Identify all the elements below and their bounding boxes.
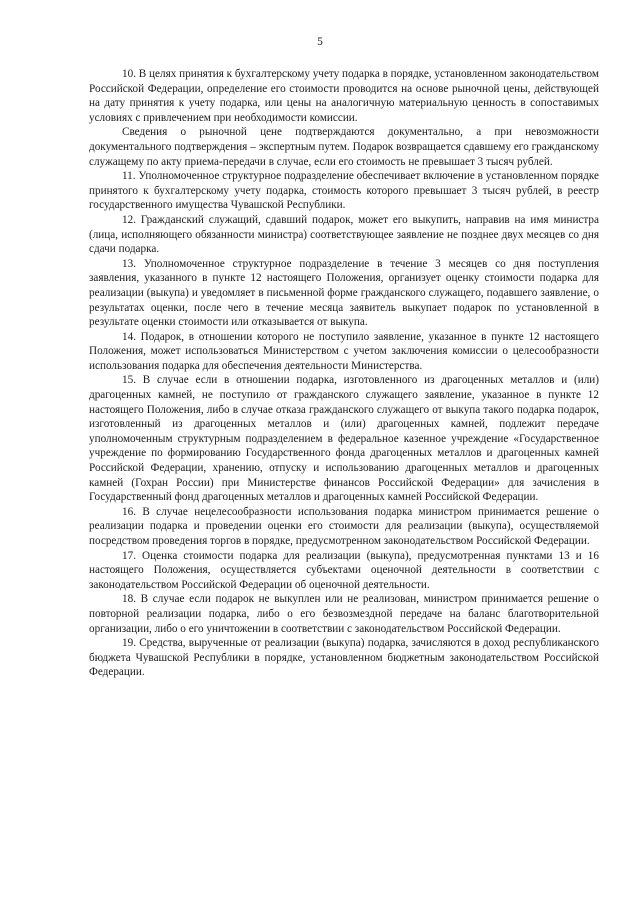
paragraph-11: 11. Уполномоченное структурное подразделение обеспечивает включение в установленном порядке принятого к бухгалтерскому учету подарка, стоимость которого превышает 3 тысяч рублей, в реестр государственного имущества Чувашской Республики. (89, 170, 599, 212)
paragraph-12: 12. Гражданский служащий, сдавший подарок, может его выкупить, направив на имя министра (лица, исполняющего обязанности министра) соответствующее заявление не позднее двух месяцев со дня сдачи подарка. (89, 213, 599, 256)
paragraph-18: 18. В случае если подарок не выкуплен или не реализован, министром принимается решение о повторной реализации подарка, либо о его безвозмездной передаче на баланс благотворительной организации, либо о его уничтожении в соответствии с законодательством Российской Федерации. (89, 593, 599, 635)
paragraph-14: 14. Подарок, в отношении которого не поступило заявление, указанное в пункте 12 настоящего Положения, может использоваться Министерством с учетом заключения комиссии о целесообразности использования подарка для обеспечения деятельности Министерства. (89, 330, 599, 372)
paragraph-19: 19. Средства, вырученные от реализации (выкупа) подарка, зачисляются в доход республиканского бюджета Чувашской Республики в порядке, установленном бюджетным законодательством Российской Федерации. (89, 637, 599, 679)
paragraph-15: 15. В случае если в отношении подарка, изготовленного из драгоценных металлов и (или) драгоценных камней, не поступило от гражданского служащего заявление, указанное в пункте 12 настоящего Положения, либо в случае отказа гражданского служащего от выкупа такого подарка подарок, изготовленный из драгоценных металлов и (или) драгоценных камней, подлежит передаче уполномоченным структурным подразделением в федеральное казенное учреждение «Государственное учреждение по формированию Государственного фонда драгоценных металлов и драгоценных камней Российской Федерации, хранению, отпуску и использованию драгоценных металлов и драгоценных камней (Гохран России) при Министерстве финансов Российской Федерации» для зачисления в Государственный фонд драгоценных металлов и драгоценных камней Российской Федерации. (89, 374, 599, 504)
document-body (89, 67, 599, 680)
paragraph-17: 17. Оценка стоимости подарка для реализации (выкупа), предусмотренная пунктами 13 и 16 настоящего Положения, осуществляется субъектами оценочной деятельности в соответствии с законодательством Российской Федерации об оценочной деятельности. (89, 549, 599, 591)
paragraph-10: 10. В целях принятия к бухгалтерскому учету подарка в порядке, установленном законодательством Российской Федерации, определение его стоимости проводится на основе рыночной цены, действующей на дату принятия к учету подарка, или цены на аналогичную материальную ценность в сопоставимых условиях с привлечением при необходимости комиссии. (89, 68, 599, 124)
paragraph-10-market-price: Сведения о рыночной цене подтверждаются документально, а при невозможности документального подтверждения – экспертным путем. Подарок возвращается сдавшему его гражданскому служащему по акту приема-передачи в случае, если его стоимость не превышает 3 тысяч рублей. (89, 126, 599, 168)
paragraph-13: 13. Уполномоченное структурное подразделение в течение 3 месяцев со дня поступления заявления, указанного в пункте 12 настоящего Положения, организует оценку стоимости подарка для реализации (выкупа) и уведомляет в письменной форме гражданского служащего, подавшего заявление, о результатах оценки, после чего в течение месяца заявитель выкупает подарок по установленной в результате оценки стоимости или отказывается от выкупа. (89, 257, 599, 329)
paragraph-16: 16. В случае нецелесообразности использования подарка министром принимается решение о реализации подарка и проведении оценки его стоимости для реализации (выкупа), осуществляемой посредством проведения торгов в порядке, предусмотренном законодательством Российской Федерации. (89, 505, 599, 547)
page-number: 5 (317, 36, 323, 48)
